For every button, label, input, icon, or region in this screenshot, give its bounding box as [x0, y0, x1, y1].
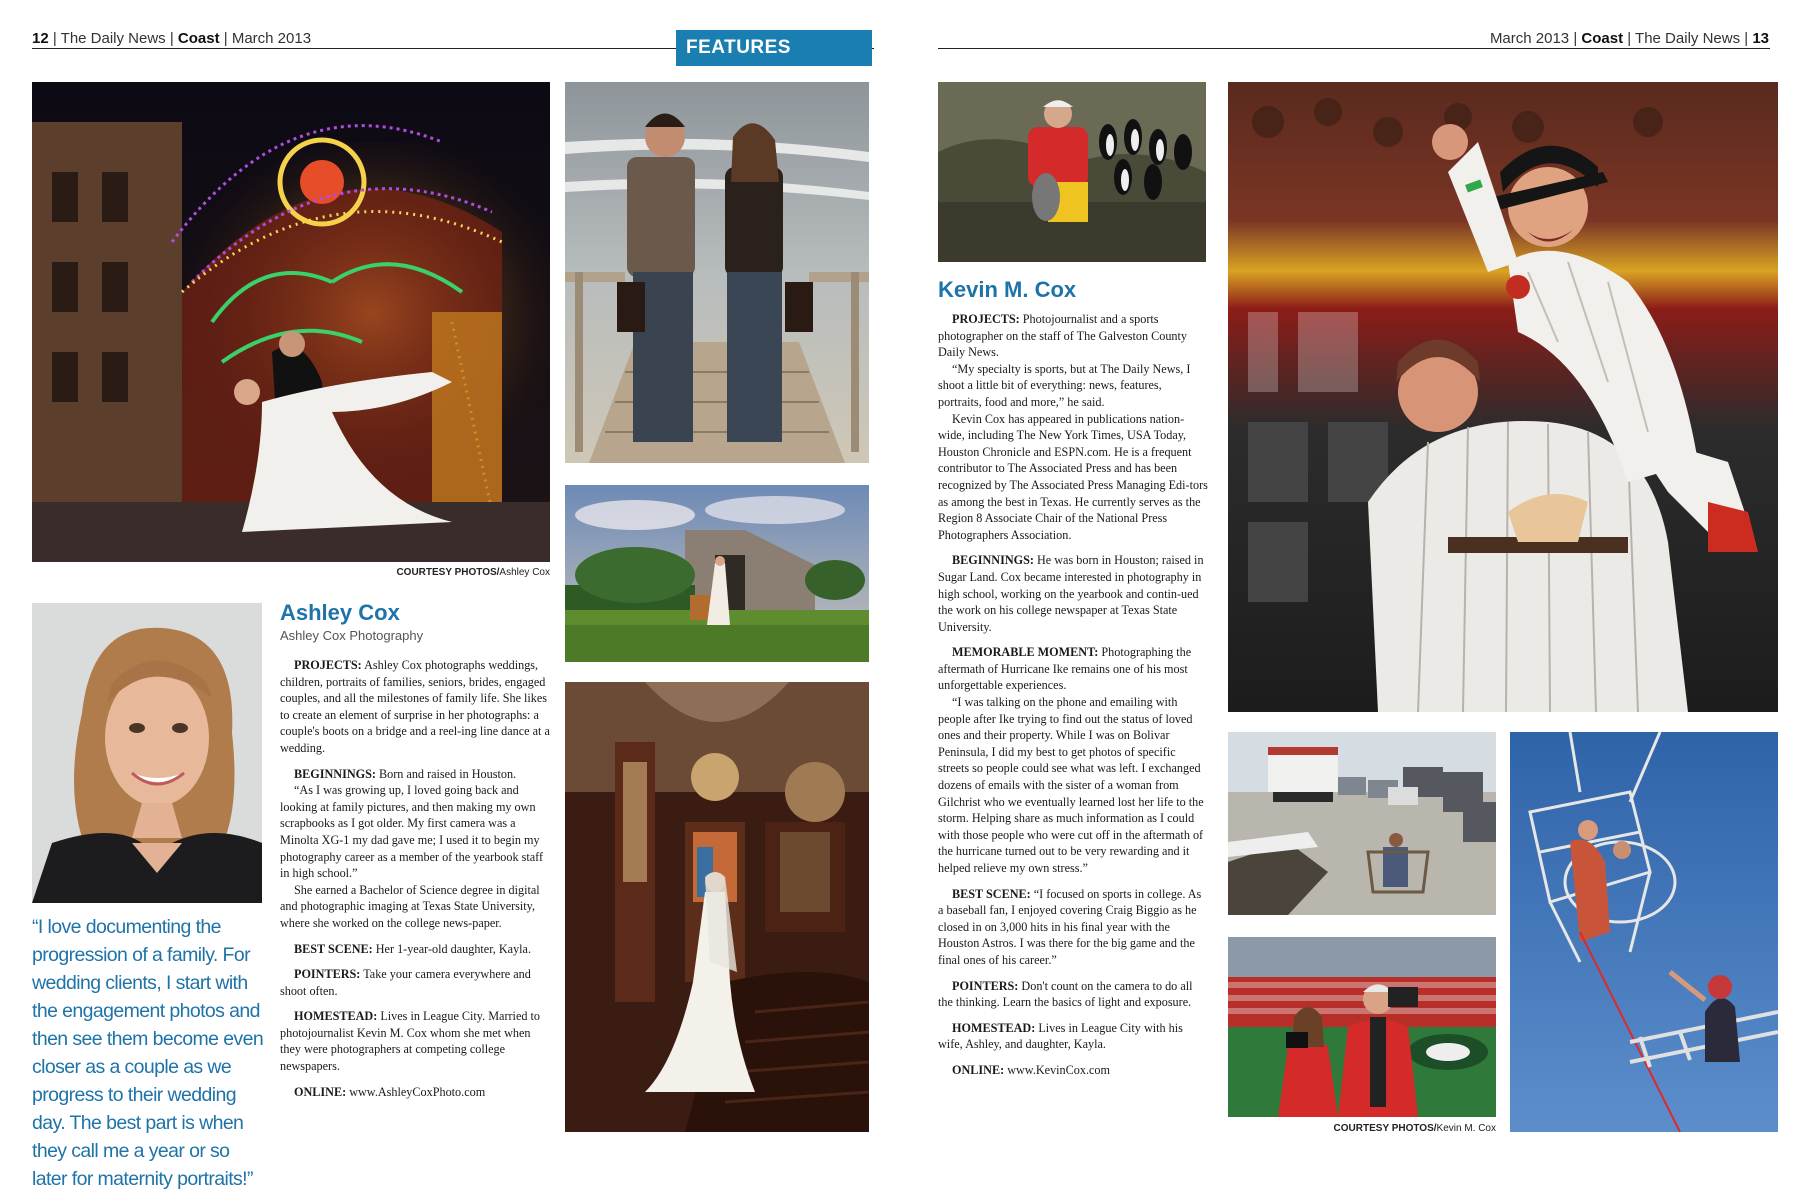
kevin-photo-credit: COURTESY PHOTOS/Kevin M. Cox: [1333, 1123, 1496, 1134]
wedding-carnival-illustration: [32, 82, 550, 562]
staircase-bride-photo: [565, 682, 869, 1132]
page-number-left: 12: [32, 30, 49, 47]
ashley-online: ONLINE: www.AshleyCoxPhoto.com: [294, 1084, 486, 1099]
kevin-pointers: POINTERS: Don't count on the camera to do all the thinking. Learn the basics of light and exposure.: [938, 978, 1193, 1010]
ashley-photo-credit: COURTESY PHOTOS/Ashley Cox: [396, 567, 550, 578]
publication-left: The Daily News: [60, 30, 166, 47]
kevin-memorable-quote: “I was talking on the phone and emailing with people after Ike trying to find out the status of loved ones and their property. While I was on Bolivar Peninsula, I did my best to get photos of specific streets so people could see what was left. I exchanged dozens of emails with the sister of a woman from Gilchrist who we eventually learned lost her life to the storm. Helping share as much information as I could with those people who were cut off in the aftermath of the hurricane turned out to be very rewarding and it helped relieve my own stress.”: [938, 695, 1204, 875]
features-tab: FEATURES: [676, 30, 872, 66]
penguin-photo: [938, 82, 1206, 262]
ride-rescue-illustration: [1510, 732, 1778, 1132]
beach-couple-illustration: [565, 82, 869, 463]
kevin-memorable: MEMORABLE MOMENT: Photographing the aftermath of Hurricane Ike remains one of his most unforgettable experiences.: [938, 645, 1192, 693]
hurricane-illustration: [1228, 732, 1496, 915]
ashley-portrait: [32, 603, 262, 903]
date-left: March 2013: [231, 30, 312, 47]
ashley-pull-quote: “I love documenting the progression of a family. For wedding clients, I start with the engagement photos and then see them become even closer as a couple as we progress to their wedding day. The best part is when they call me a year or so later for maternity portraits!”: [32, 916, 264, 1190]
stadium-photographers-illustration: [1228, 937, 1496, 1117]
ashley-profile: [280, 600, 552, 1109]
kevin-homestead: HOMESTEAD: Lives in League City with his wife, Ashley, and daughter, Kayla.: [938, 1020, 1183, 1052]
date-right: March 2013: [1489, 30, 1570, 47]
penguin-illustration: [938, 82, 1206, 262]
kevin-projects: PROJECTS: Photojournalist and a sports photographer on the staff of The Galveston County Daily News.: [938, 312, 1188, 360]
staircase-bride-illustration: [565, 682, 869, 1132]
page-number-right: 13: [1752, 30, 1769, 47]
ashley-best-scene: BEST SCENE: Her 1-year-old daughter, Kayla.: [294, 941, 532, 956]
ashley-beginnings-quote: “As I was growing up, I loved going back and looking at family pictures, and then making my own scrapbooks as I got older. My first camera was a Minolta XG-1 my dad gave me; I used it to begin my photography career as a member of the yearbook staff in high school.”: [280, 783, 544, 881]
ashley-projects: PROJECTS: Ashley Cox photographs weddings, children, portraits of families, seniors, brides, engaged couples, and all the milestones of family life. She likes to create an element of surprise in her photographs: a couple's boots on a bridge and a reel-ing line dance at a wedding.: [280, 658, 550, 755]
kevin-name: Kevin M. Cox: [938, 277, 1077, 302]
section-left: Coast: [177, 30, 220, 47]
kevin-profile: [938, 277, 1208, 1088]
barn-bride-photo: [565, 485, 869, 662]
ashley-body: [280, 657, 552, 1100]
wedding-carnival-photo: [32, 82, 550, 562]
ride-rescue-photo: [1510, 732, 1778, 1132]
baseball-celebration-photo: [1228, 82, 1778, 712]
kevin-best-scene: BEST SCENE: “I focused on sports in college. As a baseball fan, I enjoyed covering Craig Biggio as he closed in on 3,000 hits in his final year with the Houston Astros. I was there for the big game and the final ones of his career.”: [938, 886, 1202, 967]
kevin-online: ONLINE: www.KevinCox.com: [952, 1062, 1110, 1077]
kevin-body: [938, 311, 1208, 1079]
baseball-celebration-illustration: [1228, 82, 1778, 712]
ashley-company: Ashley Cox Photography: [280, 628, 424, 643]
ashley-beginnings-degree: She earned a Bachelor of Science degree in digital and photographic imaging at Texas State University, where she worked on the college news-paper.: [280, 882, 540, 930]
kevin-beginnings: BEGINNINGS: He was born in Houston; raised in Sugar Land. Cox became interested in photography in high school, working on the yearbook and contin-ued the work on his college newspaper at Texas State University.: [938, 553, 1204, 634]
left-folio: 12 | The Daily News | Coast | March 2013: [32, 30, 312, 47]
barn-bride-illustration: [565, 485, 869, 662]
ashley-homestead: HOMESTEAD: Lives in League City. Married to photojournalist Kevin M. Cox whom she met when they were photographers at competing college newspapers.: [280, 1009, 540, 1074]
kevin-projects-pubs: Kevin Cox has appeared in publications nation-wide, including The New York Times, USA Today, Houston Chronicle and ESPN.com. He is a frequent contributor to The Associated Press and has been recognized by The Associated Press Managing Edi-tors as among the best in Texas. He currently serves as the Region 8 Associate Chair of the National Press Photographers Association.: [938, 411, 1208, 542]
hurricane-photo: [1228, 732, 1496, 915]
publication-right: The Daily News: [1635, 30, 1741, 47]
ashley-beginnings: BEGINNINGS: Born and raised in Houston.: [294, 766, 517, 781]
right-folio: March 2013 | Coast | The Daily News | 13: [1489, 30, 1769, 47]
ashley-pointers: POINTERS: Take your camera everywhere and shoot often.: [280, 967, 531, 998]
beach-couple-photo: [565, 82, 869, 463]
stadium-photographers-photo: [1228, 937, 1496, 1117]
ashley-portrait-illustration: [32, 603, 262, 903]
ashley-name: Ashley Cox: [280, 600, 400, 625]
header-rule-right: [938, 48, 1770, 49]
section-right: Coast: [1581, 30, 1624, 47]
kevin-projects-quote: “My specialty is sports, but at The Daily News, I shoot a little bit of everything: news, features, portraits, food and more,” he said.: [938, 361, 1191, 409]
